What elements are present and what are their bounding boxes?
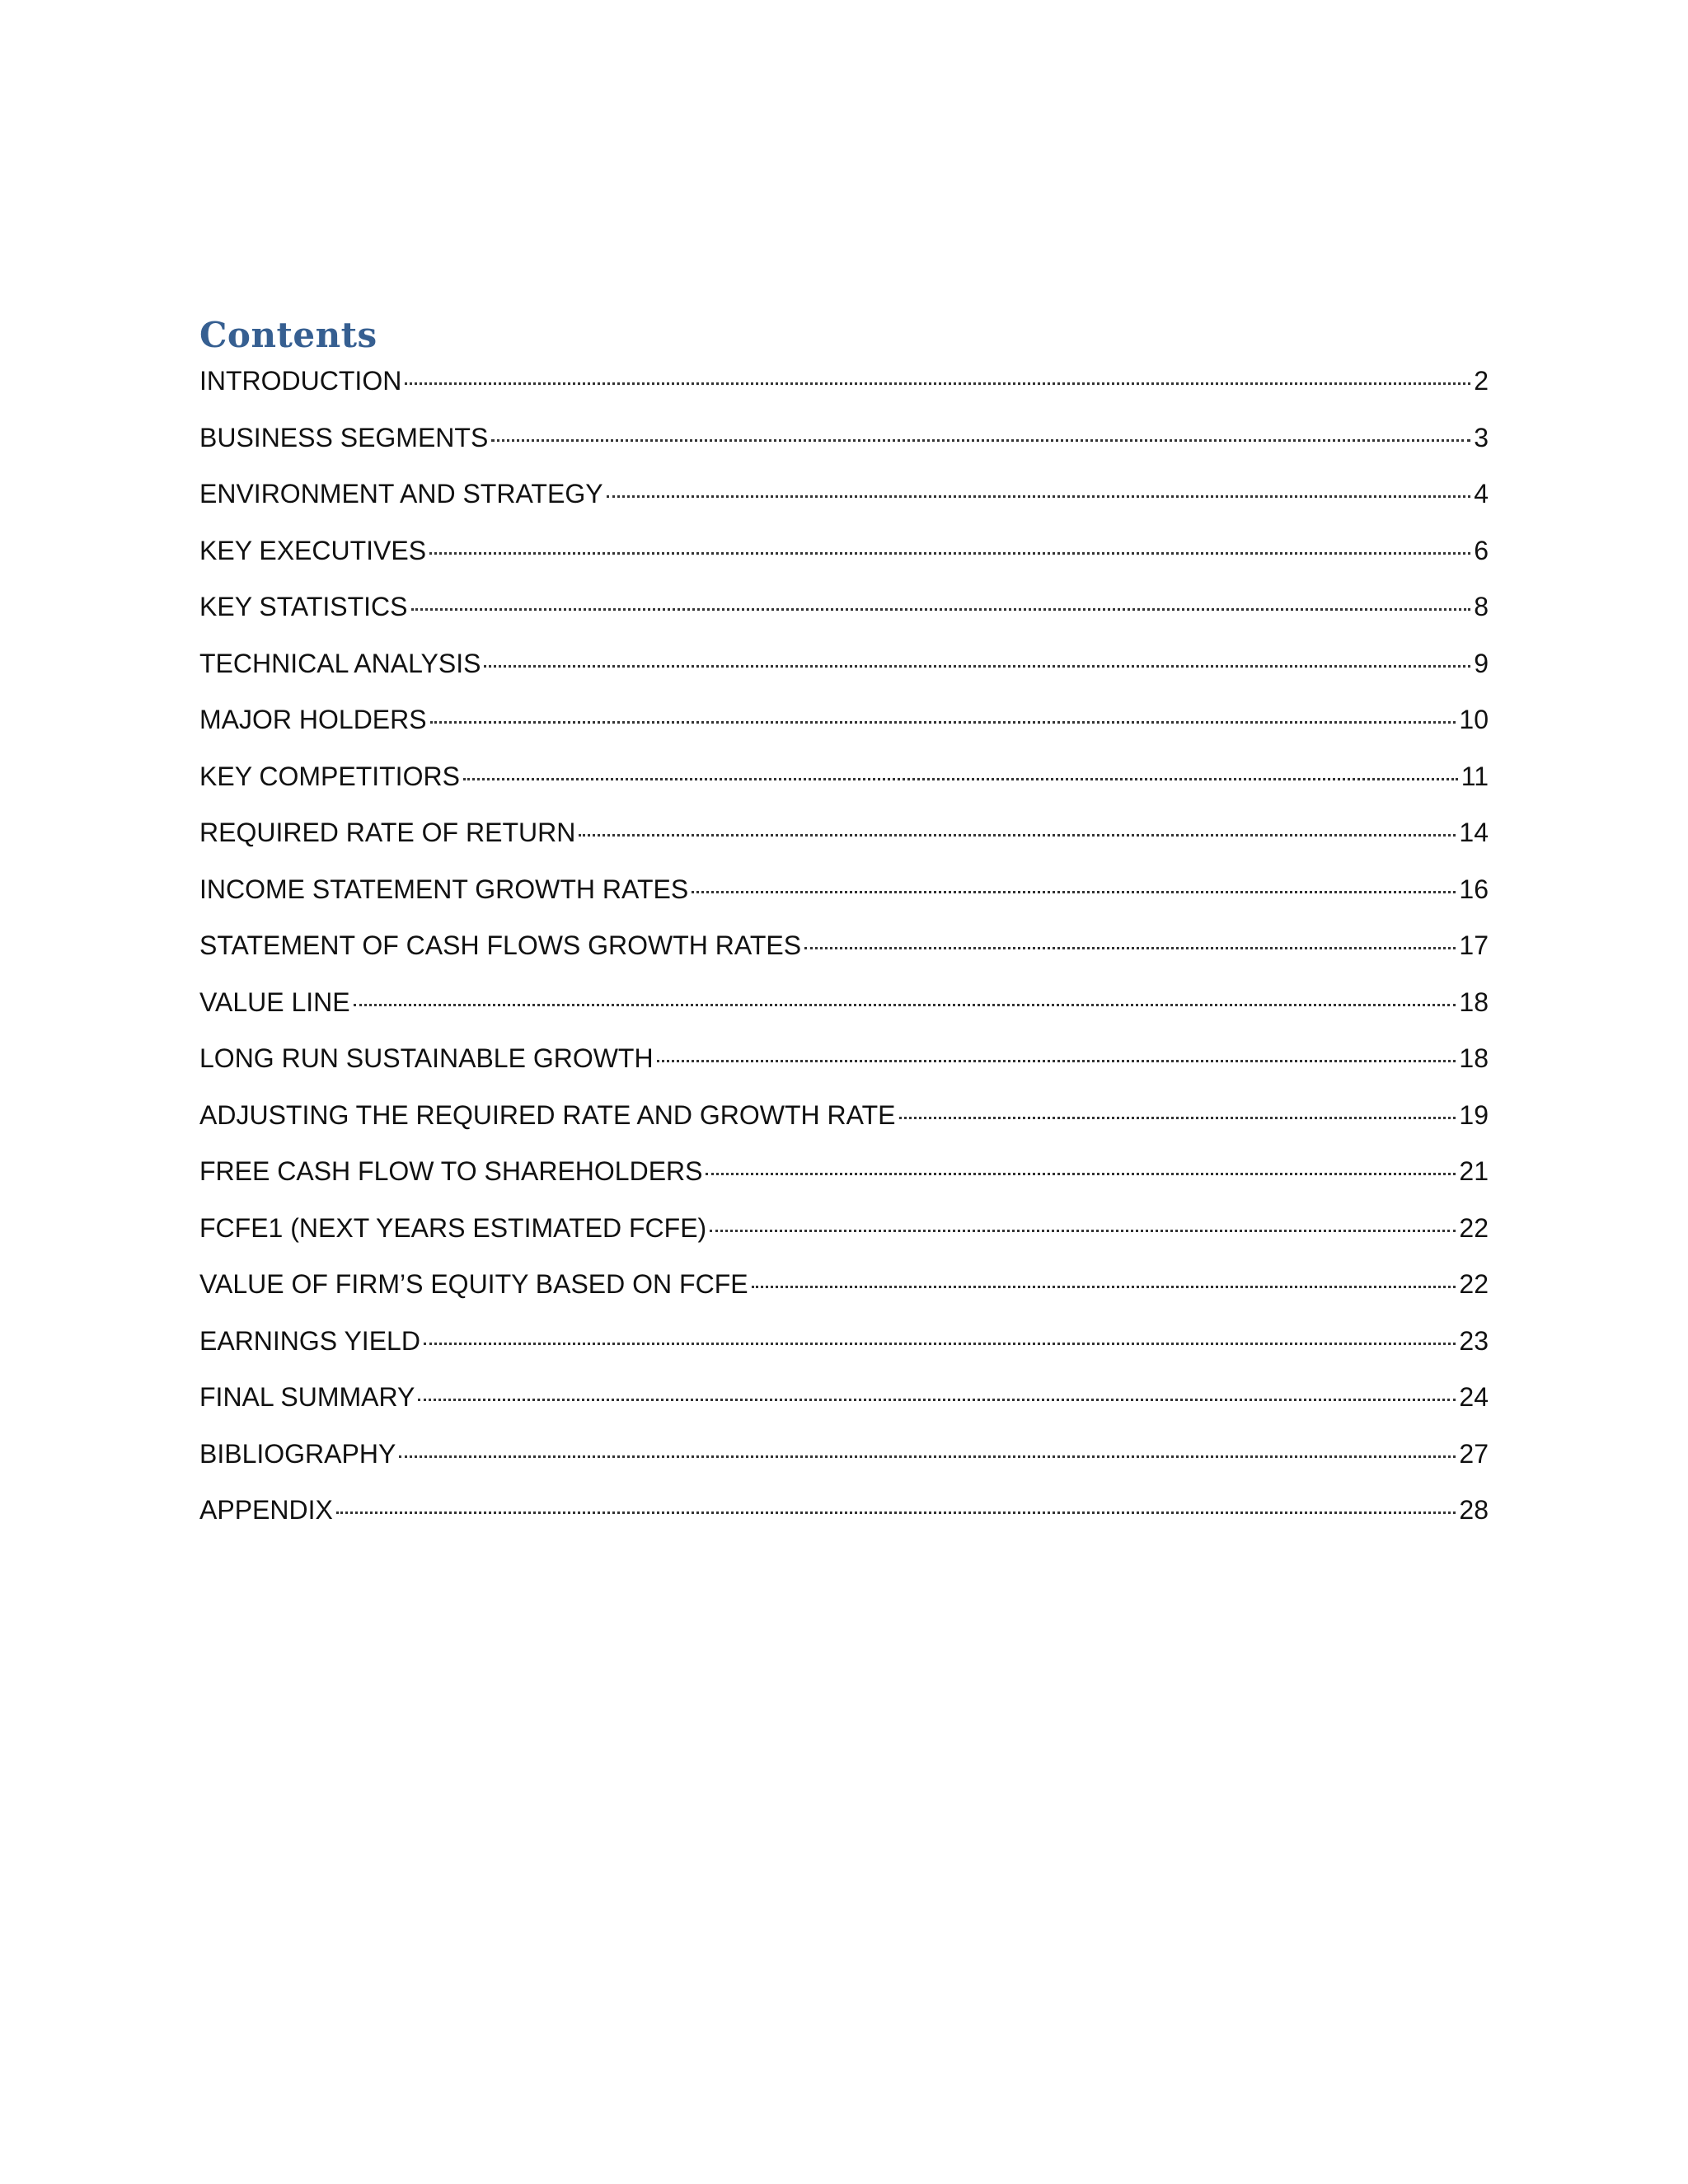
dot-leader	[484, 665, 1470, 668]
toc-entry-final-summary[interactable]	[199, 1379, 1489, 1436]
toc-entry-key-competitors[interactable]	[199, 758, 1489, 815]
toc-entry-page: 28	[1459, 1495, 1489, 1525]
toc-entry-page: 14	[1459, 818, 1489, 847]
toc-entry-label: STATEMENT OF CASH FLOWS GROWTH RATES	[199, 930, 802, 960]
toc-entry-label: KEY EXECUTIVES	[199, 535, 427, 565]
toc-entry-page: 4	[1474, 479, 1489, 509]
dot-leader	[607, 495, 1471, 498]
toc-entry-label: INTRODUCTION	[199, 366, 402, 396]
toc-entry-value-line[interactable]	[199, 984, 1489, 1041]
dot-leader	[657, 1060, 1456, 1062]
toc-entry-appendix[interactable]	[199, 1492, 1489, 1549]
toc-entry-label: FCFE1 (NEXT YEARS ESTIMATED FCFE)	[199, 1212, 707, 1243]
dot-leader	[899, 1117, 1456, 1119]
toc-entry-long-run-sustainable-growth[interactable]	[199, 1040, 1489, 1097]
dot-leader	[336, 1511, 1456, 1514]
toc-list	[199, 363, 1489, 1549]
toc-entry-value-of-equity[interactable]	[199, 1266, 1489, 1323]
toc-entry-business-segments[interactable]	[199, 419, 1489, 476]
dot-leader	[710, 1230, 1456, 1232]
dot-leader	[692, 891, 1456, 893]
toc-entry-page: 27	[1459, 1438, 1489, 1469]
dot-leader	[579, 834, 1456, 837]
dot-leader	[429, 552, 1470, 555]
toc-entry-label: INCOME STATEMENT GROWTH RATES	[199, 874, 689, 904]
toc-entry-cash-flows-growth-rates[interactable]	[199, 927, 1489, 984]
toc-entry-page: 22	[1459, 1212, 1489, 1243]
toc-entry-free-cash-flow[interactable]	[199, 1153, 1489, 1210]
toc-entry-key-executives[interactable]	[199, 532, 1489, 589]
toc-entry-page: 2	[1474, 366, 1489, 396]
toc-entry-label: VALUE OF FIRM’S EQUITY BASED ON FCFE	[199, 1269, 748, 1299]
toc-entry-page: 3	[1474, 422, 1489, 452]
toc-entry-introduction[interactable]	[199, 363, 1489, 419]
toc-entry-page: 10	[1459, 705, 1489, 734]
toc-entry-label: FINAL SUMMARY	[199, 1382, 415, 1412]
table-of-contents	[199, 313, 1489, 1549]
toc-entry-page: 6	[1474, 535, 1489, 565]
toc-entry-environment-strategy[interactable]	[199, 476, 1489, 532]
toc-entry-page: 21	[1459, 1156, 1489, 1186]
toc-entry-page: 11	[1461, 761, 1489, 791]
toc-entry-label: EARNINGS YIELD	[199, 1325, 420, 1356]
toc-entry-key-statistics[interactable]	[199, 588, 1489, 645]
dot-leader	[706, 1173, 1456, 1175]
toc-entry-label: KEY COMPETITIORS	[199, 761, 460, 791]
toc-entry-label: APPENDIX	[199, 1495, 333, 1525]
dot-leader	[424, 1343, 1456, 1345]
dot-leader	[463, 778, 1458, 780]
toc-entry-income-statement-growth-rates[interactable]	[199, 871, 1489, 928]
toc-entry-page: 9	[1474, 648, 1489, 678]
toc-title: Contents	[199, 315, 377, 355]
toc-entry-fcfe1[interactable]	[199, 1210, 1489, 1267]
toc-entry-label: REQUIRED RATE OF RETURN	[199, 818, 576, 847]
dot-leader	[354, 1004, 1456, 1006]
toc-entry-label: ENVIRONMENT AND STRATEGY	[199, 479, 603, 509]
toc-entry-adjusting-required-rate[interactable]	[199, 1097, 1489, 1154]
toc-entry-label: KEY STATISTICS	[199, 592, 408, 621]
toc-entry-technical-analysis[interactable]	[199, 645, 1489, 702]
toc-entry-page: 19	[1459, 1099, 1489, 1130]
dot-leader	[411, 608, 1471, 611]
dot-leader	[752, 1286, 1456, 1288]
toc-entry-page: 24	[1459, 1382, 1489, 1412]
toc-entry-label: VALUE LINE	[199, 987, 350, 1017]
toc-entry-page: 18	[1459, 1043, 1489, 1073]
dot-leader	[804, 947, 1456, 949]
toc-entry-required-rate-of-return[interactable]	[199, 814, 1489, 871]
toc-entry-label: TECHNICAL ANALYSIS	[199, 648, 481, 678]
toc-entry-earnings-yield[interactable]	[199, 1323, 1489, 1380]
toc-entry-label: ADJUSTING THE REQUIRED RATE AND GROWTH RATE	[199, 1099, 896, 1130]
toc-entry-bibliography[interactable]	[199, 1436, 1489, 1493]
dot-leader	[418, 1399, 1456, 1401]
toc-entry-page: 17	[1459, 930, 1489, 960]
toc-entry-label: BIBLIOGRAPHY	[199, 1438, 396, 1469]
toc-entry-major-holders[interactable]	[199, 701, 1489, 758]
toc-entry-page: 22	[1459, 1269, 1489, 1299]
dot-leader	[405, 382, 1470, 385]
toc-entry-page: 23	[1459, 1325, 1489, 1356]
dot-leader	[430, 721, 1456, 724]
toc-entry-label: BUSINESS SEGMENTS	[199, 422, 489, 452]
toc-entry-label: MAJOR HOLDERS	[199, 705, 427, 734]
toc-entry-page: 16	[1459, 874, 1489, 904]
toc-entry-page: 8	[1474, 592, 1489, 621]
toc-entry-label: LONG RUN SUSTAINABLE GROWTH	[199, 1043, 654, 1073]
dot-leader	[491, 439, 1470, 442]
toc-entry-page: 18	[1459, 987, 1489, 1017]
toc-entry-label: FREE CASH FLOW TO SHAREHOLDERS	[199, 1156, 703, 1186]
dot-leader	[399, 1455, 1456, 1458]
